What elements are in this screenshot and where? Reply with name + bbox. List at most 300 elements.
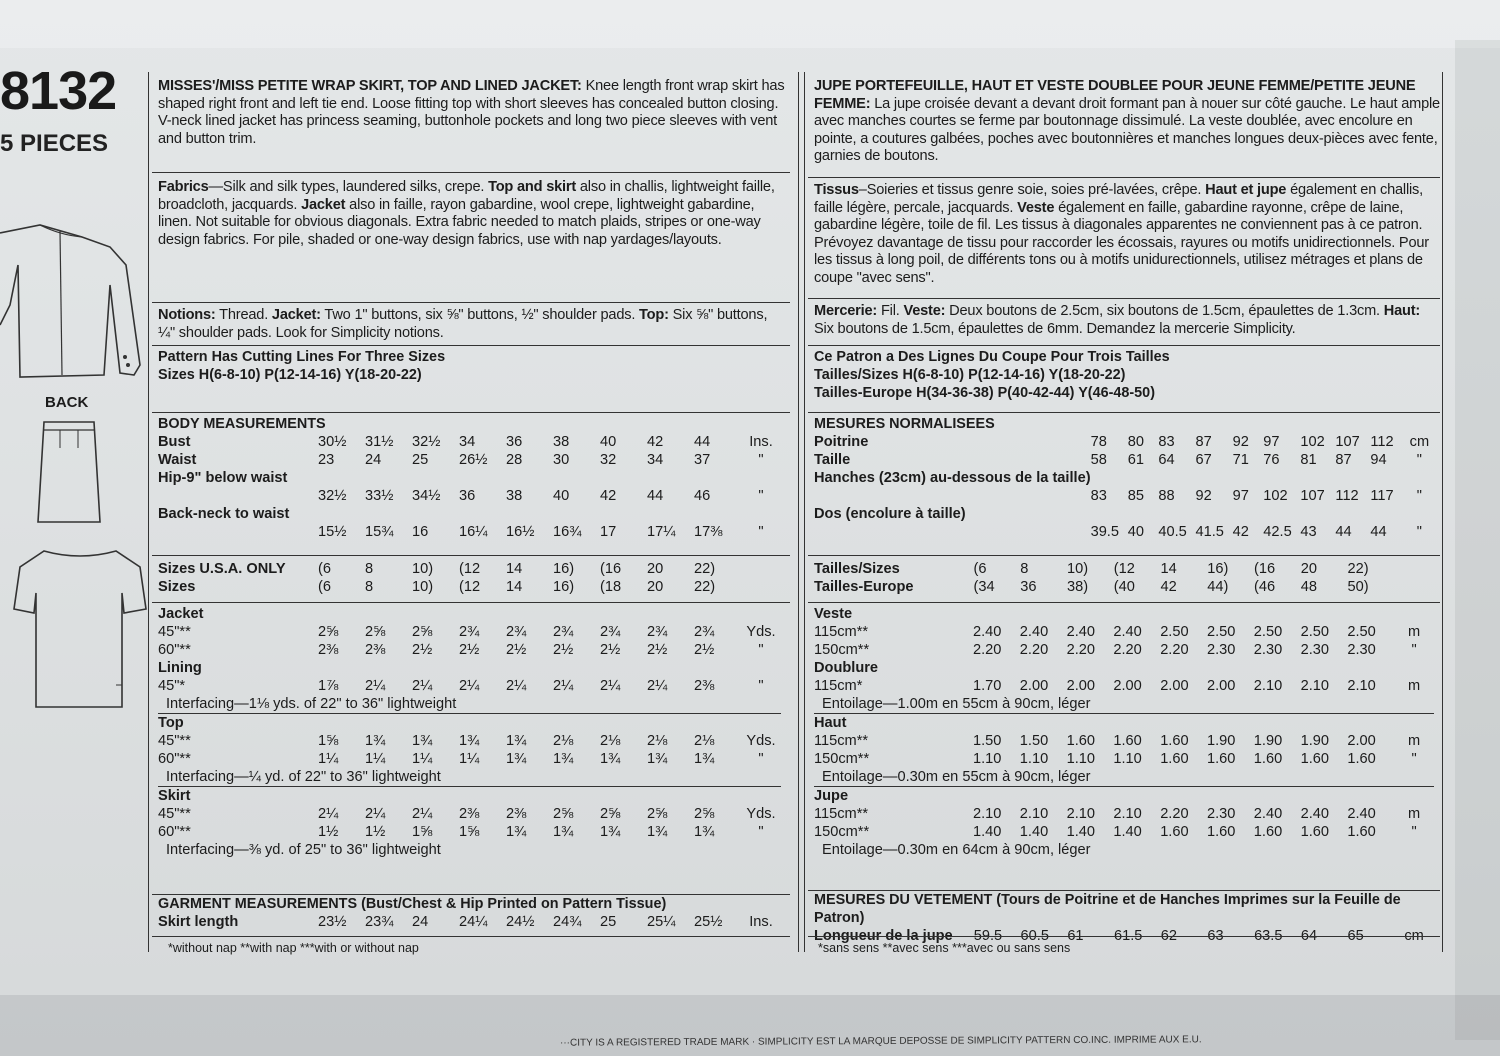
cell-value: 92 xyxy=(1195,488,1212,504)
unit-label xyxy=(1394,578,1434,596)
cell-value: 2⅜ xyxy=(459,806,480,822)
cell-value: 1.10 xyxy=(973,751,1002,767)
cell-value: 1¾ xyxy=(600,751,621,767)
cell-value: 1¾ xyxy=(647,824,668,840)
unit-label xyxy=(741,659,781,677)
cell-value: 34½ xyxy=(412,488,441,504)
unit-label: m xyxy=(1408,733,1421,749)
cell-value: 40 xyxy=(553,488,570,504)
table-row xyxy=(158,487,781,505)
table-row xyxy=(814,505,1434,523)
cell-value: (6 xyxy=(973,561,987,577)
cell-value: 1.10 xyxy=(1019,751,1049,767)
cell-value: 1¾ xyxy=(365,733,386,749)
cell-value: 42 xyxy=(647,434,664,450)
cell-value: 43 xyxy=(1300,524,1317,540)
cell-value: 78 xyxy=(1090,434,1107,450)
cell-value: 1.60 xyxy=(1300,751,1329,767)
table-row xyxy=(158,560,781,578)
cell-value: 112 xyxy=(1335,488,1359,504)
cell-value: 25 xyxy=(600,914,617,930)
unit-label: Yds. xyxy=(746,733,776,749)
cell-value: 85 xyxy=(1127,488,1144,504)
cell-value: 76 xyxy=(1263,452,1280,468)
row-label: 45"** xyxy=(158,624,191,640)
cutting-lines-sizes: Sizes H(6-8-10) P(12-14-16) Y(18-20-22) xyxy=(158,367,422,383)
table-row xyxy=(158,641,781,659)
cell-value xyxy=(412,714,459,733)
cell-value xyxy=(694,605,741,623)
garment-description: Knee length front wrap skirt has shaped right front and left tie end. Loose fitting top with short sleeves has concealed button closing. V-neck lined jacket has princess seaming, buttonhole pockets and long two piece sleeves with vent and button trim. xyxy=(158,78,785,147)
row-label: Dos (encolure à taille) xyxy=(814,506,966,522)
cell-value: 2½ xyxy=(412,642,433,658)
row-label: 115cm** xyxy=(814,624,869,640)
cell-value: 1¾ xyxy=(600,824,621,840)
cell-value: 2¾ xyxy=(600,624,621,640)
cell-value xyxy=(647,659,694,677)
unit-label xyxy=(741,605,781,623)
unit-label: " xyxy=(758,452,764,468)
cell-value xyxy=(1196,505,1233,523)
row-label: Doublure xyxy=(814,660,879,676)
cell-value: 2.30 xyxy=(1206,806,1236,822)
fabrics-section xyxy=(152,172,790,249)
unit-label xyxy=(1394,659,1434,677)
cell-value: 1¾ xyxy=(553,824,574,840)
cell-value xyxy=(459,605,506,623)
cell-value: 32½ xyxy=(318,488,347,504)
unit-label: " xyxy=(758,642,764,658)
cell-value xyxy=(647,505,694,523)
table-row xyxy=(814,523,1434,541)
cell-value xyxy=(1160,714,1207,733)
cell-value: 16) xyxy=(553,579,575,595)
row-label: Entoilage—0.30m en 55cm à 90cm, léger xyxy=(822,769,1091,785)
footnote-section-fr xyxy=(808,936,1440,959)
cell-value: 16 xyxy=(412,524,429,540)
cell-value xyxy=(1370,469,1404,487)
cell-value: 64 xyxy=(1300,928,1318,944)
cell-value xyxy=(1207,605,1254,623)
row-label: 45"** xyxy=(158,733,191,749)
cell-value: 8 xyxy=(1020,561,1029,577)
cell-value: 2¾ xyxy=(506,624,527,640)
cell-value: 97 xyxy=(1232,488,1249,504)
cell-value xyxy=(1113,659,1160,677)
cell-value: 36 xyxy=(459,488,476,504)
cell-value: 22) xyxy=(694,561,716,577)
row-label: Tailles-Europe xyxy=(814,579,914,595)
cell-value: 2¼ xyxy=(318,806,339,822)
cell-value: 26½ xyxy=(459,452,488,468)
cell-value: 40 xyxy=(600,434,617,450)
cell-value xyxy=(506,469,553,487)
cell-value xyxy=(412,505,459,523)
body-measurements-heading: BODY MEASUREMENTS xyxy=(158,416,326,432)
row-label: 150cm** xyxy=(814,642,870,658)
cell-value: 112 xyxy=(1370,434,1394,450)
cell-value xyxy=(553,714,600,733)
cell-value: 87 xyxy=(1335,452,1352,468)
cell-value: 1.60 xyxy=(1206,751,1236,767)
cell-value: 46 xyxy=(694,488,711,504)
cell-value xyxy=(1160,787,1207,806)
cell-value: 1¾ xyxy=(694,751,715,767)
unit-label: " xyxy=(758,824,764,840)
cell-value: (12 xyxy=(459,579,481,595)
tissus-text: –Soieries et tissus genre soie, soies pré-lavées, crêpe. xyxy=(858,182,1206,198)
table-row xyxy=(158,523,781,541)
cell-value xyxy=(553,659,600,677)
cell-value xyxy=(973,659,1020,677)
cell-value: (6 xyxy=(318,579,331,595)
cell-value xyxy=(1301,714,1348,733)
cell-value: 65 xyxy=(1347,928,1364,944)
cell-value xyxy=(1207,714,1254,733)
cell-value xyxy=(1020,787,1067,806)
cell-value: 1¾ xyxy=(694,824,715,840)
mesures-heading: MESURES NORMALISEES xyxy=(814,416,995,432)
cell-value xyxy=(1091,469,1128,487)
cell-value: 2.20 xyxy=(1160,806,1189,822)
cell-value: 36 xyxy=(1020,579,1037,595)
table-row xyxy=(814,805,1434,823)
cell-value: 32½ xyxy=(412,434,441,450)
table-row xyxy=(814,677,1434,695)
cell-value: 2½ xyxy=(647,642,668,658)
unit-label: " xyxy=(758,524,764,540)
cell-value: 1.90 xyxy=(1253,733,1283,749)
cell-value: 2.00 xyxy=(1206,678,1236,694)
cell-value: 17 xyxy=(600,524,617,540)
cell-value: 2.30 xyxy=(1347,642,1376,658)
cell-value xyxy=(1233,505,1264,523)
cell-value xyxy=(1196,469,1233,487)
row-label: Taille xyxy=(814,452,851,468)
cell-value: 83 xyxy=(1158,434,1175,450)
cell-value: (18 xyxy=(600,579,622,595)
table-row xyxy=(158,913,781,931)
cell-value: 16) xyxy=(1207,561,1229,577)
row-label: Longueur de la jupe xyxy=(814,928,953,944)
table-row xyxy=(814,768,1434,787)
table-row xyxy=(158,695,781,714)
table-row xyxy=(814,714,1434,733)
row-label: Waist xyxy=(158,452,197,468)
cell-value xyxy=(553,787,600,806)
cell-value xyxy=(506,714,553,733)
table-row xyxy=(158,787,781,806)
cell-value: 2.50 xyxy=(1253,624,1283,640)
table-row xyxy=(814,433,1434,451)
fabrics-bold-1: Top and skirt xyxy=(488,179,577,195)
cell-value: 2½ xyxy=(459,642,480,658)
cell-value xyxy=(1067,787,1114,806)
cell-value: 2¼ xyxy=(365,678,386,694)
unit-label xyxy=(1394,560,1434,578)
cell-value xyxy=(365,659,412,677)
cell-value: 16½ xyxy=(506,524,535,540)
row-label: Jacket xyxy=(158,606,204,622)
cutting-lines-sizes-fr: Tailles/Sizes H(6-8-10) P(12-14-16) Y(18-20-22) xyxy=(814,367,1126,383)
cell-value: 1.60 xyxy=(1347,751,1376,767)
cell-value xyxy=(1020,659,1067,677)
row-label: 150cm** xyxy=(814,824,870,840)
unit-label xyxy=(741,714,781,733)
cell-value: 1.60 xyxy=(1160,824,1189,840)
cell-value xyxy=(412,787,459,806)
cell-value xyxy=(318,659,365,677)
cell-value: 61 xyxy=(1067,928,1084,944)
row-label: 115cm* xyxy=(814,678,863,694)
cell-value: (46 xyxy=(1254,579,1276,595)
cell-value: 14 xyxy=(506,561,523,577)
cell-value: 1⅝ xyxy=(412,824,433,840)
cell-value: 59.5 xyxy=(973,928,1003,944)
cell-value: 62 xyxy=(1160,928,1177,944)
cell-value: 2.00 xyxy=(1160,678,1189,694)
unit-label: Yds. xyxy=(746,806,776,822)
cell-value xyxy=(1160,605,1207,623)
cell-value: 2.10 xyxy=(1253,678,1283,694)
cell-value: 1½ xyxy=(365,824,386,840)
cell-value xyxy=(1347,714,1394,733)
cell-value: 2.00 xyxy=(1066,678,1095,694)
cell-value: 2¼ xyxy=(506,678,527,694)
cell-value xyxy=(1160,659,1207,677)
yardage-table xyxy=(158,605,781,859)
cell-value: 14 xyxy=(1160,561,1177,577)
cell-value: 2.10 xyxy=(1347,678,1376,694)
cell-value: 80 xyxy=(1127,434,1144,450)
row-label: Skirt length xyxy=(158,914,239,930)
row-label: Jupe xyxy=(814,788,849,804)
cell-value: 16¾ xyxy=(553,524,582,540)
cell-value xyxy=(506,605,553,623)
cell-value: 10) xyxy=(412,561,434,577)
unit-label xyxy=(1405,505,1434,523)
cell-value: 1¾ xyxy=(459,733,480,749)
cell-value xyxy=(600,505,647,523)
table-row xyxy=(814,641,1434,659)
cell-value xyxy=(1207,787,1254,806)
cell-value xyxy=(600,469,647,487)
cell-value xyxy=(1301,605,1348,623)
cell-value: 1.60 xyxy=(1300,824,1329,840)
mercerie-section xyxy=(808,298,1440,338)
cell-value: 2⅛ xyxy=(694,733,715,749)
cell-value: 1.60 xyxy=(1347,824,1376,840)
cell-value xyxy=(318,605,365,623)
cell-value: 24¾ xyxy=(553,914,582,930)
table-row xyxy=(814,487,1434,505)
cell-value xyxy=(647,714,694,733)
center-rule-2 xyxy=(804,72,805,952)
cell-value xyxy=(1254,714,1301,733)
cell-value: 2.10 xyxy=(1300,678,1329,694)
cell-value xyxy=(1113,714,1160,733)
body-measurements-section xyxy=(152,412,790,541)
cell-value: 2.10 xyxy=(973,806,1002,822)
table-row xyxy=(158,732,781,750)
cell-value xyxy=(1254,659,1301,677)
row-label: 45"** xyxy=(158,806,191,822)
fabrics-label: Fabrics xyxy=(158,179,209,195)
cell-value xyxy=(412,605,459,623)
cell-value xyxy=(553,605,600,623)
cutting-lines-heading-fr: Ce Patron a Des Lignes Du Coupe Pour Trois Tailles xyxy=(814,349,1170,365)
cell-value: 1.10 xyxy=(1113,751,1142,767)
cell-value: 2⅜ xyxy=(318,642,339,658)
cell-value xyxy=(694,505,741,523)
cell-value: 58 xyxy=(1090,452,1107,468)
cell-value: 2.10 xyxy=(1019,806,1049,822)
cell-value: 41.5 xyxy=(1195,524,1224,540)
unit-label: m xyxy=(1408,678,1421,694)
cell-value: 44 xyxy=(694,434,711,450)
cell-value: 20 xyxy=(647,579,664,595)
jacket-back-sketch xyxy=(0,205,150,385)
cell-value: 2.20 xyxy=(1066,642,1095,658)
cell-value xyxy=(459,505,506,523)
cell-value: (34 xyxy=(973,579,995,595)
mercerie-text-2: Deux boutons de 2.5cm, six boutons de 1.5cm, épaulettes de 1.3cm. xyxy=(945,303,1384,319)
cell-value: 14 xyxy=(506,579,523,595)
tissus-bold-1: Haut et jupe xyxy=(1205,182,1287,198)
cell-value xyxy=(365,714,412,733)
cell-value: 88 xyxy=(1158,488,1175,504)
cell-value: 92 xyxy=(1232,434,1249,450)
cell-value: 2⅛ xyxy=(553,733,574,749)
unit-label: Ins. xyxy=(749,914,773,930)
unit-label: " xyxy=(1416,488,1422,504)
cell-value: 2⅜ xyxy=(365,642,386,658)
cell-value: 2.20 xyxy=(1160,642,1189,658)
cell-value xyxy=(1300,469,1335,487)
cell-value xyxy=(1233,469,1264,487)
row-label xyxy=(814,523,1091,541)
cell-value: 1⅞ xyxy=(318,678,339,694)
tissus-section xyxy=(808,177,1440,288)
cutting-lines-section xyxy=(152,345,790,386)
cell-value: 81 xyxy=(1300,452,1317,468)
garment-title: MISSES'/MISS PETITE WRAP SKIRT, TOP AND LINED JACKET: xyxy=(158,78,582,94)
cell-value xyxy=(1113,787,1160,806)
row-label: Hip-9" below waist xyxy=(158,470,288,486)
cell-value xyxy=(647,787,694,806)
cell-value xyxy=(694,714,741,733)
cell-value xyxy=(1113,605,1160,623)
cell-value: 25¼ xyxy=(647,914,676,930)
fabrics-text-2: also in challis, lightweight faille, broadcloth, jacquards. xyxy=(158,179,775,213)
cell-value: 2.00 xyxy=(1347,733,1376,749)
cell-value: 1¼ xyxy=(318,751,339,767)
table-row xyxy=(158,823,781,841)
notions-label: Notions: xyxy=(158,307,216,323)
row-label: Poitrine xyxy=(814,434,869,450)
cell-value: 1.90 xyxy=(1300,733,1329,749)
unit-label: " xyxy=(758,751,764,767)
cell-value: 42.5 xyxy=(1263,524,1292,540)
table-row xyxy=(814,750,1434,768)
cell-value: 64 xyxy=(1158,452,1175,468)
table-row xyxy=(814,787,1434,806)
notions-section xyxy=(152,302,790,342)
tissus-text-3: également en faille, gabardine rayonne, crêpe de laine, gabardine légère, toile de fil. Les tissus à diagonales apparentes ne conviennent pas à ce patron. Prévoyez davantage de tissu pour raccorder les écossais, rayures ou motifs unidirectionnels. Pour les tissus à long poil, de différents tons ou à motifs unidurectionnels, utilisez métrages et plans de coupe "avec sens". xyxy=(814,199,1429,286)
cell-value: 1½ xyxy=(318,824,339,840)
cell-value xyxy=(1347,659,1394,677)
cell-value: 83 xyxy=(1090,488,1107,504)
cell-value: 37 xyxy=(694,452,711,468)
mesures-table xyxy=(814,433,1434,541)
cell-value: 1¾ xyxy=(506,824,527,840)
row-label: 60"** xyxy=(158,751,191,767)
cell-value: 2⅜ xyxy=(694,678,715,694)
cell-value: 22) xyxy=(694,579,716,595)
unit-label: " xyxy=(1411,642,1417,658)
unit-label: " xyxy=(1411,751,1417,767)
cell-value: 23½ xyxy=(318,914,347,930)
cell-value: 17⅜ xyxy=(694,524,723,540)
cell-value xyxy=(365,605,412,623)
cell-value: 34 xyxy=(459,434,476,450)
cell-value: 2¼ xyxy=(365,806,386,822)
row-label: Bust xyxy=(158,434,191,450)
table-row xyxy=(158,841,781,859)
unit-label: Ins. xyxy=(749,434,773,450)
table-row xyxy=(158,469,781,487)
unit-label xyxy=(1394,714,1434,733)
tailles-table xyxy=(814,560,1434,596)
cell-value: 107 xyxy=(1335,434,1360,450)
cell-value: (40 xyxy=(1113,579,1135,595)
table-row xyxy=(158,768,781,787)
cell-value xyxy=(1091,505,1128,523)
unit-label: m xyxy=(1408,624,1421,640)
cell-value: 63.5 xyxy=(1254,928,1283,944)
sizes-section xyxy=(152,555,790,596)
cell-value: 24¼ xyxy=(459,914,488,930)
row-label xyxy=(158,523,318,541)
cell-value: 42 xyxy=(1160,579,1177,595)
cell-value: 2.40 xyxy=(1066,624,1095,640)
row-label: Entoilage—1.00m en 55cm à 90cm, léger xyxy=(822,696,1091,712)
cell-value: 2¾ xyxy=(647,624,668,640)
cell-value: 97 xyxy=(1263,434,1280,450)
cell-value xyxy=(1254,605,1301,623)
cell-value xyxy=(647,605,694,623)
table-row xyxy=(158,677,781,695)
cell-value: 2.20 xyxy=(1113,642,1142,658)
fabrics-bold-2: Jacket xyxy=(301,196,346,213)
cell-value: 48 xyxy=(1300,579,1317,595)
cell-value: 2.40 xyxy=(1113,624,1142,640)
cell-value xyxy=(365,469,412,487)
cell-value: 2⅝ xyxy=(694,806,715,822)
cell-value: 1.70 xyxy=(973,678,1002,694)
cell-value xyxy=(506,787,553,806)
table-row xyxy=(158,578,781,596)
cell-value xyxy=(506,659,553,677)
unit-label: cm xyxy=(1404,928,1424,944)
pattern-number: 8132 xyxy=(0,61,117,121)
cell-value: 8 xyxy=(365,579,374,595)
cell-value: 36 xyxy=(506,434,523,450)
cell-value: 117 xyxy=(1370,488,1394,504)
cell-value xyxy=(459,714,506,733)
cell-value xyxy=(553,469,600,487)
cell-value: 38 xyxy=(553,434,570,450)
